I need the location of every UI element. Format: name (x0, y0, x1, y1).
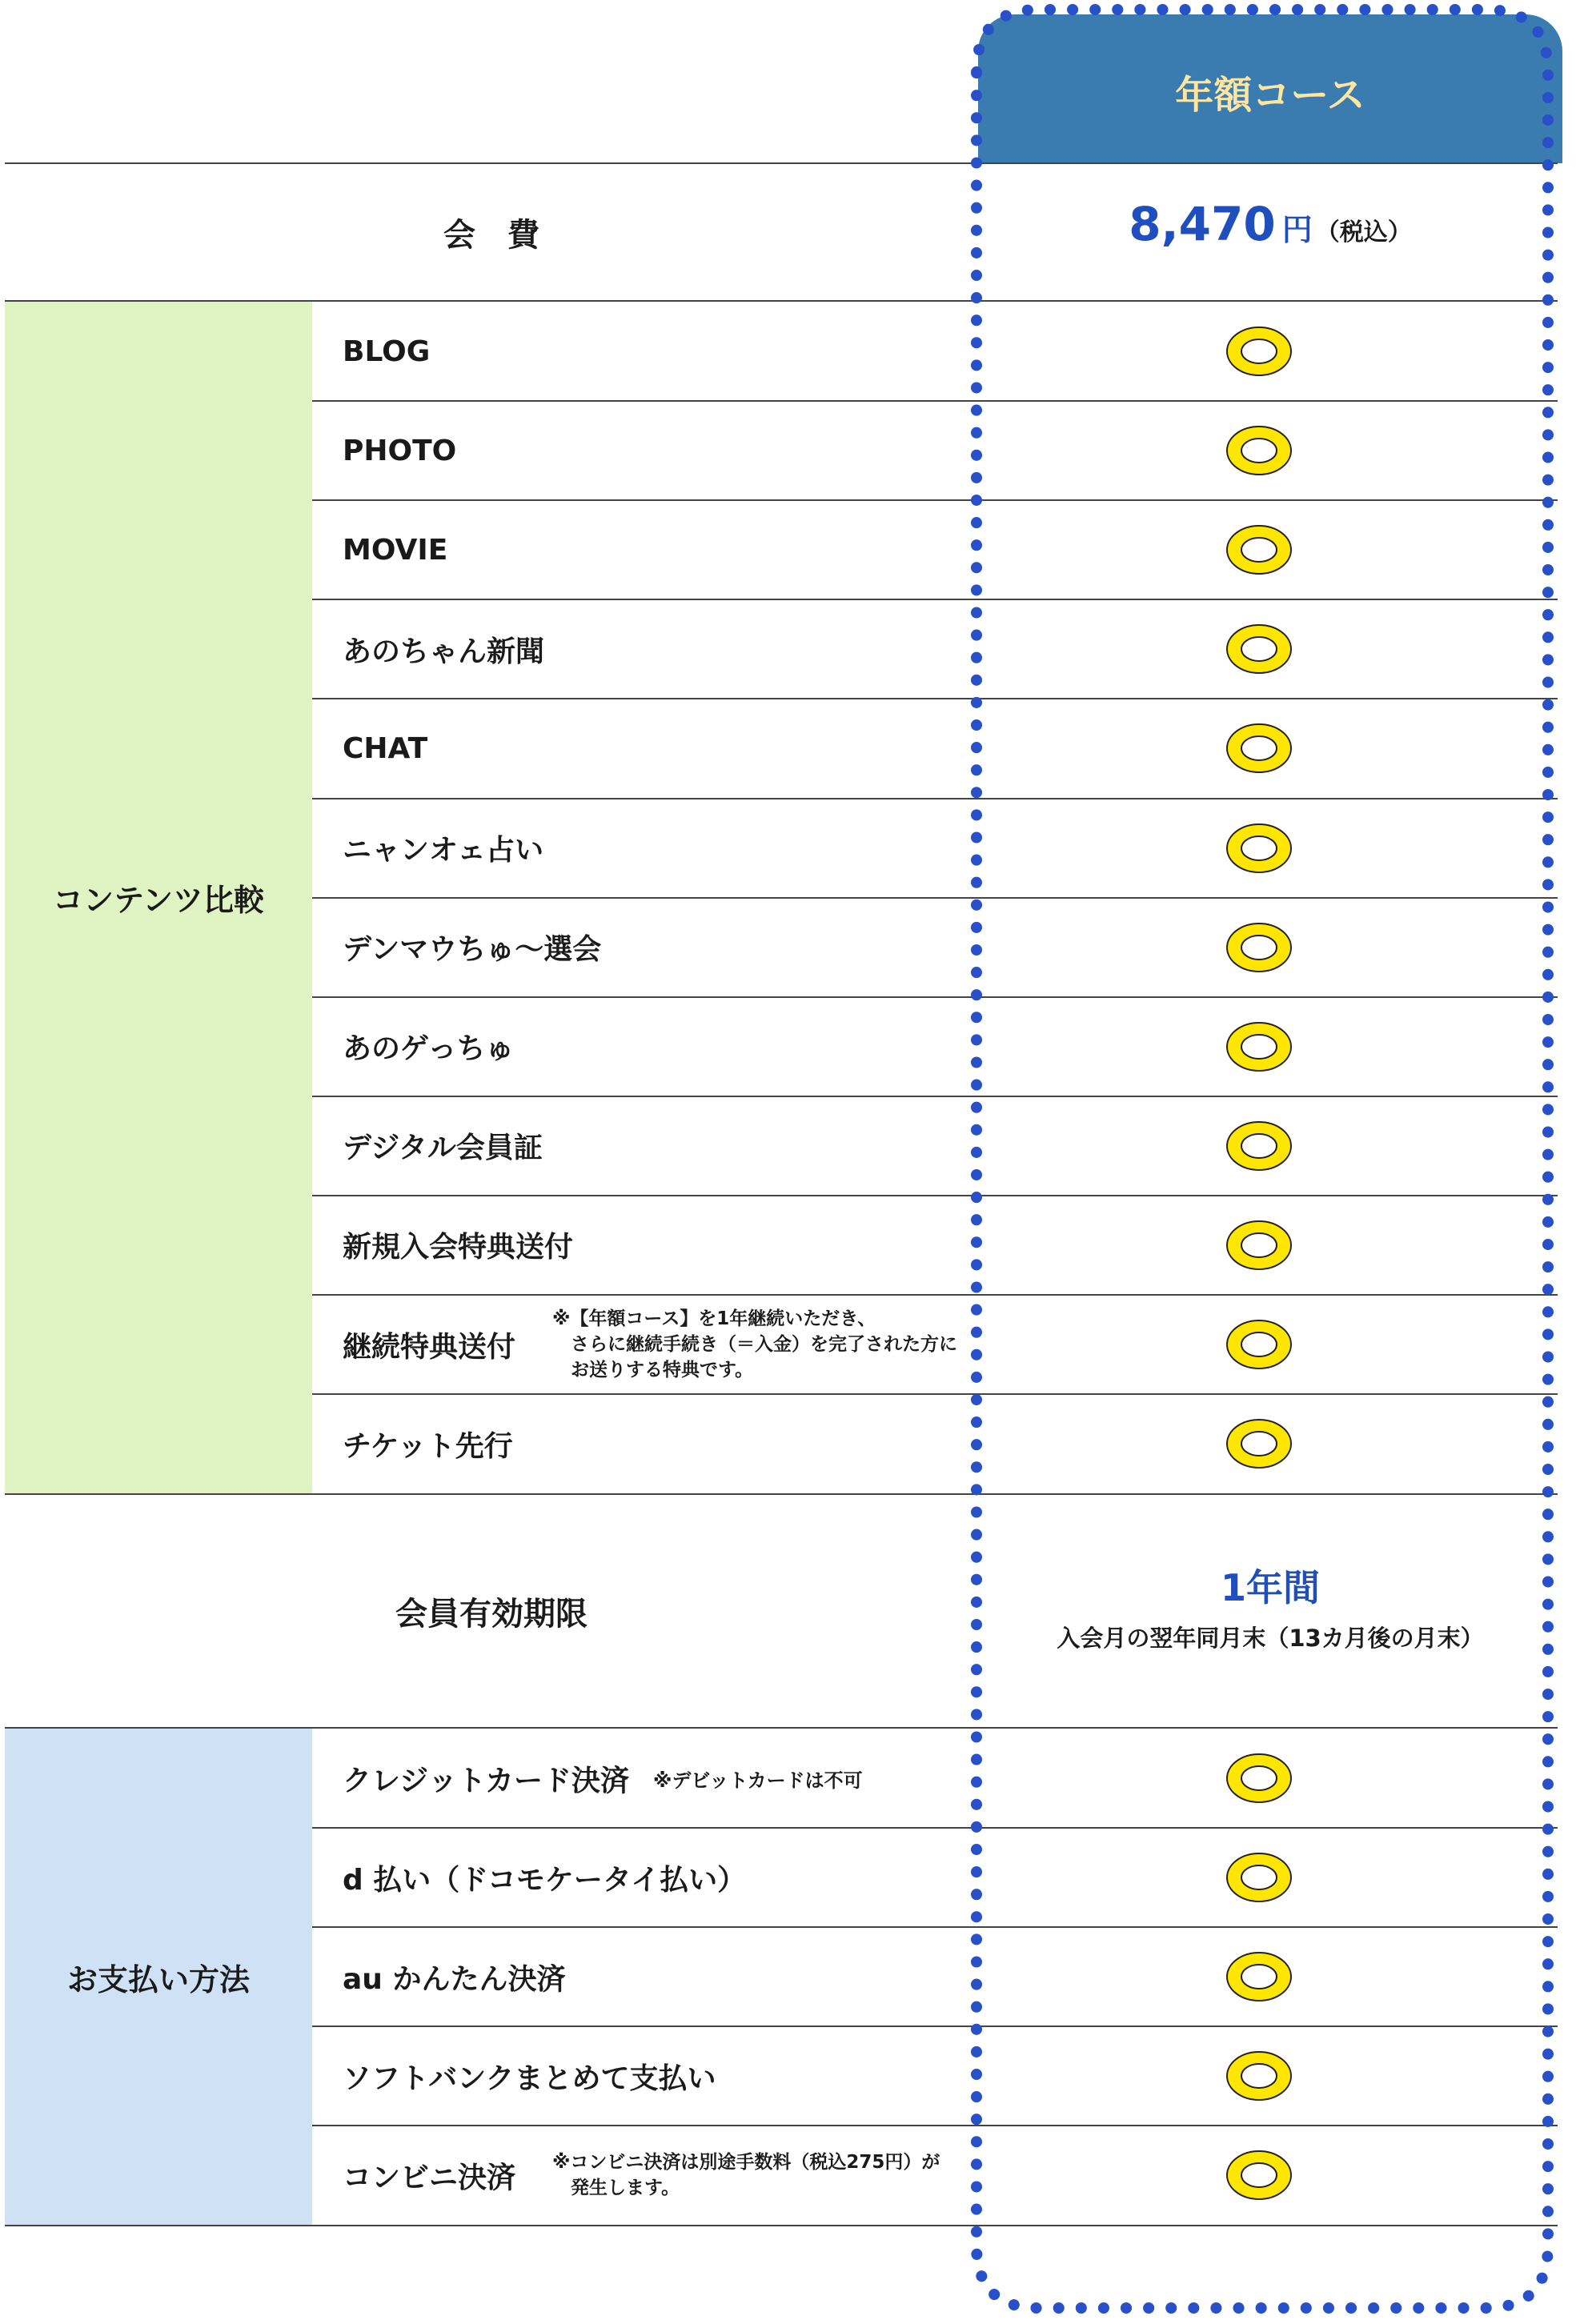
contents-row (343, 401, 983, 500)
contents-row (343, 1196, 983, 1295)
validity-label: 会員有効期限 (395, 1595, 587, 1633)
row-label: ソフトバンクまとめて支払い (343, 2062, 716, 2095)
row-label: チケット先行 (343, 1429, 513, 1463)
row-label: 継続特典送付 (343, 1330, 516, 1364)
row-note: ※【年額コース】を1年継続いただき、 さらに継続手続き（＝入金）を完了された方に お送りする特典です。 (552, 1308, 958, 1381)
row-label: クレジットカード決済 (343, 1764, 630, 1797)
row-label: あのちゃん新聞 (343, 635, 545, 668)
contents-row (343, 302, 983, 401)
payment-row (343, 1729, 983, 1828)
contents-row (343, 997, 983, 1096)
validity-detail: 入会月の翌年同月末（13カ月後の月末） (1057, 1625, 1484, 1652)
row-note: ※デビットカードは不可 (653, 1769, 863, 1792)
payment-category-label (5, 1729, 312, 2225)
fee-amount: 8,470 (1129, 197, 1276, 251)
contents-row (343, 799, 983, 898)
contents-category-label (5, 302, 312, 1493)
row-label: PHOTO (343, 434, 457, 467)
row-label: MOVIE (343, 533, 448, 567)
row-label: 新規入会特典送付 (343, 1231, 574, 1264)
row-label: CHAT (343, 731, 428, 765)
contents-category-text: コンテンツ比較 (52, 883, 265, 918)
contents-row (343, 898, 983, 997)
row-label: au かんたん決済 (343, 1962, 566, 1996)
contents-row (343, 699, 983, 798)
row-label: デジタル会員証 (343, 1132, 543, 1165)
fee-tax-note: （税込） (1315, 218, 1412, 246)
contents-row (343, 1096, 983, 1196)
row-label: d 払い（ドコモケータイ払い） (343, 1863, 747, 1897)
row-label: あのゲっちゅ (343, 1032, 515, 1066)
contents-row (343, 1295, 983, 1394)
payment-category-text: お支払い方法 (66, 1961, 250, 1997)
row-label: デンマウちゅ〜選会 (343, 933, 602, 967)
contents-row (343, 500, 983, 599)
payment-row (343, 2026, 983, 2126)
payment-row (343, 2126, 983, 2225)
row-label: ニャンオェ占い (343, 834, 544, 867)
course-column-outline (960, 0, 1580, 2324)
row-label: BLOG (343, 335, 431, 368)
fee-label: 会 費 (443, 216, 539, 254)
validity-value: 1年間 (1220, 1566, 1320, 1609)
row-note: ※コンビニ決済は別途手数料（税込275円）が 発生します。 (552, 2151, 940, 2198)
row-label: コンビニ決済 (343, 2161, 516, 2194)
payment-row (343, 1828, 983, 1927)
payment-row (343, 1927, 983, 2026)
contents-row (343, 1394, 983, 1493)
contents-row (343, 599, 983, 699)
course-title: 年額コース (1175, 73, 1365, 118)
fee-unit: 円 (1281, 212, 1313, 247)
